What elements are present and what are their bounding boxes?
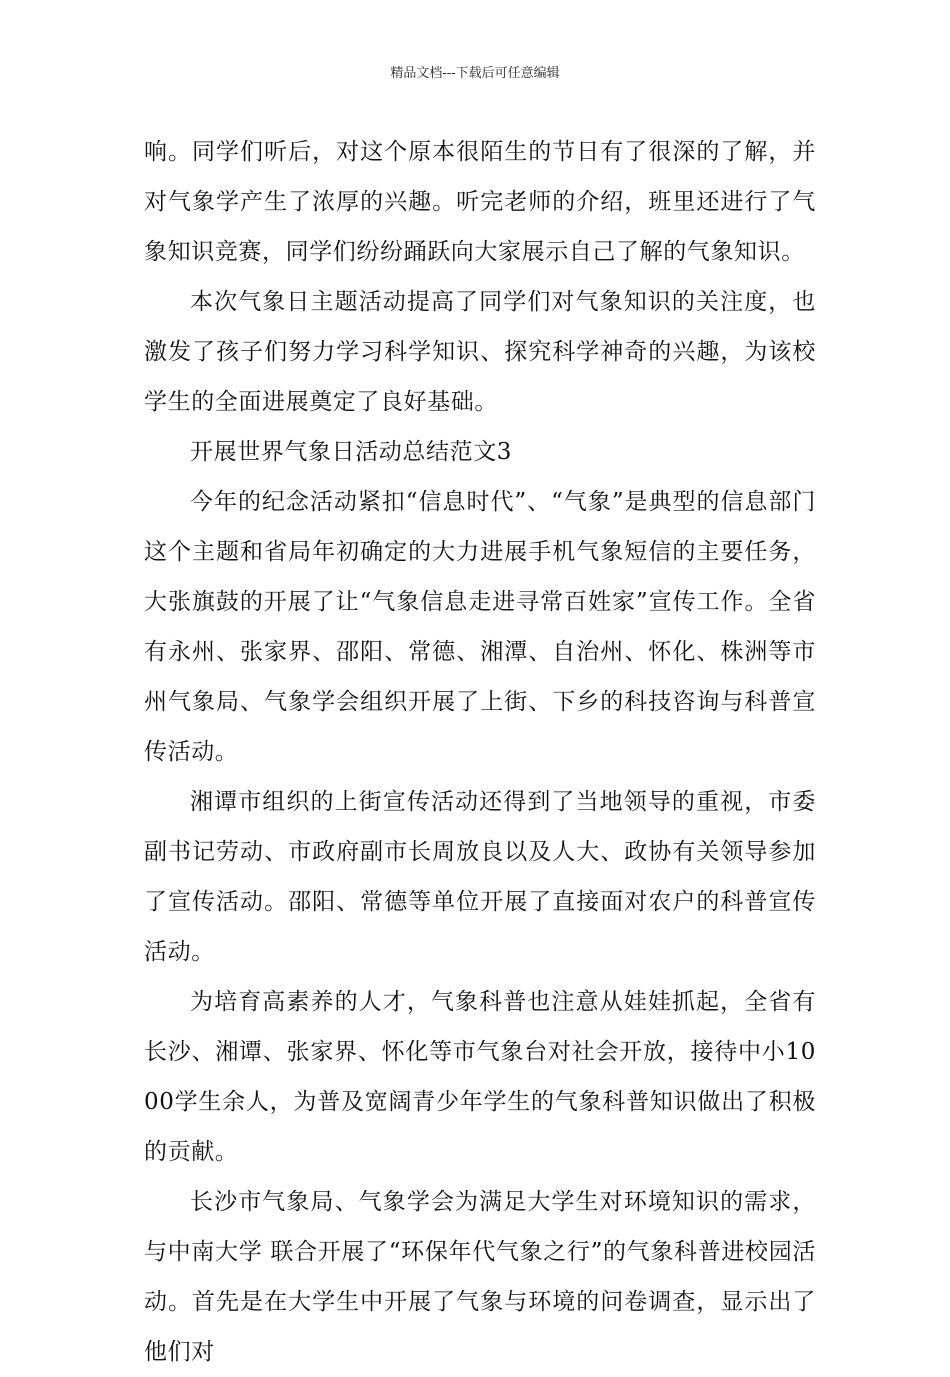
- paragraph-summary: 本次气象日主题活动提高了同学们对气象知识的关注度，也激发了孩子们努力学习科学知识、探究科学神奇的兴趣，为该校学生的全面进展奠定了良好基础。: [144, 289, 816, 415]
- paragraph-continuation: 响。同学们听后，对这个原本很陌生的节日有了很深的了解，并对气象学产生了浓厚的兴趣。听完老师的介绍，班里还进行了气象知识竞赛，同学们纷纷踊跃向大家展示自己了解的气象知识。: [144, 139, 816, 265]
- paragraph: 今年的纪念活动紧扣“信息时代”、“气象”是典型的信息部门这个主题和省局年初确定的大力进展手机气象短信的主要任务，大张旗鼓的开展了让“气象信息走进寻常百姓家”宣传工作。全省有永州、张家界、邵阳、常德、湘潭、自治州、怀化、株洲等市州气象局、气象学会组织开展了上街、下乡的科技咨询与科普宣传活动。: [144, 489, 816, 765]
- paragraph: 湘谭市组织的上街宣传活动还得到了当地领导的重视，市委副书记劳动、市政府副市长周放良以及人大、政协有关领导参加了宣传活动。邵阳、常德等单位开展了直接面对农户的科普宣传活动。: [144, 789, 816, 965]
- paragraph: 长沙市气象局、气象学会为满足大学生对环境知识的需求，与中南大学 联合开展了“环保年代气象之行”的气象科普进校园活动。首先是在大学生中开展了气象与环境的问卷调查，显示出了他们对: [144, 1189, 816, 1365]
- page-header: 精品文档---下载后可任意编辑: [390, 66, 560, 81]
- section-heading: 开展世界气象日活动总结范文3: [190, 439, 513, 465]
- paragraph: 为培育高素养的人才，气象科普也注意从娃娃抓起，全省有长沙、湘谭、张家界、怀化等市气象台对社会开放，接待中小1000学生余人，为普及宽阔青少年学生的气象科普知识做出了积极的贡献。: [144, 989, 816, 1165]
- document-body: [144, 127, 816, 1377]
